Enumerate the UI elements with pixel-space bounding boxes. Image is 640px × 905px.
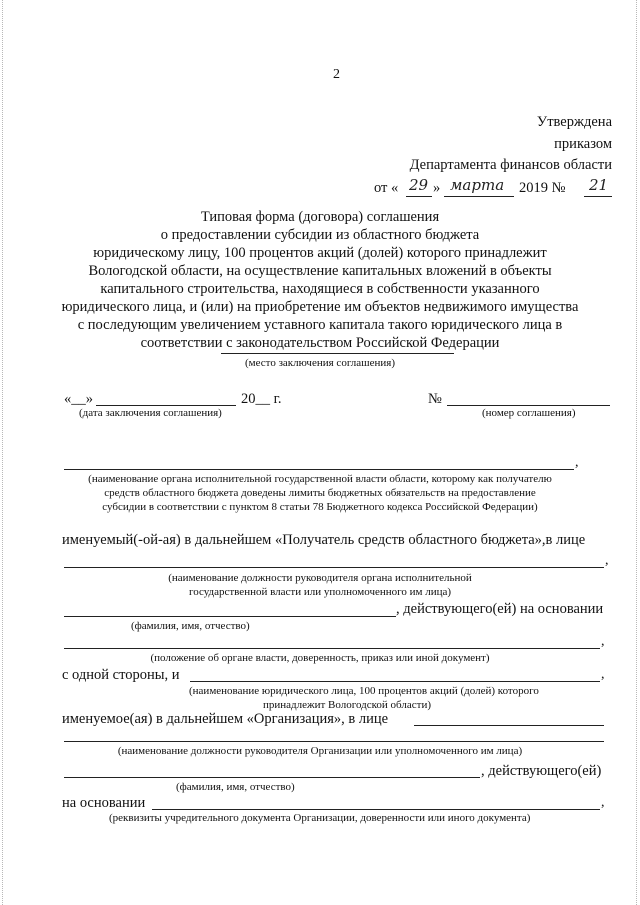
approval-day-underline [406,196,432,197]
title-line: капитального строительства, находящиеся в собственности указанного [100,281,540,297]
date-caption: (дата заключения соглашения) [79,407,222,419]
one-side-label: с одной стороны, и [62,667,180,683]
date-open: «__» [64,391,93,407]
basis-caption: (положение об органе власти, доверенность, приказ или иной документ) [150,652,490,664]
title-line: с последующим увеличением уставного капитала такого юридического лица в [77,317,563,333]
approval-number-handwritten: 21 [589,176,609,194]
approval-line-3: Департамента финансов области [409,157,612,173]
acting-basis-label-1: , действующего(ей) на основании [396,601,604,617]
fio-caption-1: (фамилия, имя, отчество) [131,620,250,632]
legal-caption-line: (наименование юридического лица, 100 процентов акций (долей) которого [189,685,539,697]
organ-caption-line: средств областного бюджета доведены лимиты бюджетных обязательств на предоставление [104,487,536,499]
title-line: соответствии с законодательством Российской Федерации [140,335,500,351]
organization-line: именуемое(ая) в дальнейшем «Организация», в лице [62,711,389,727]
approval-quote-close: » [433,180,441,196]
comma: , [605,553,609,568]
title-line: о предоставлении субсидии из областного бюджета [160,227,480,243]
title-line: юридическому лицу, 100 процентов акций (долей) которого принадлежит [93,245,547,261]
page-number: 2 [333,67,340,82]
comma: , [575,455,579,470]
organ-caption-line: (наименование органа исполнительной государственной власти области, которому как получателю [88,473,552,485]
requisites-caption: (реквизиты учредительного документа Организации, доверенности или иного документа) [109,812,531,824]
fio-caption-2: (фамилия, имя, отчество) [176,781,295,793]
scan-margin-right [636,0,637,905]
legal-entity-field-line [190,681,600,682]
number-field-line [447,405,610,406]
approval-line-1: Утверждена [536,114,612,130]
position-caption-line: государственной власти или уполномоченного им лица) [188,586,452,598]
recipient-position-field-line [64,567,604,568]
title-line: Вологодской области, на осуществление капитальных вложений в объекты [88,263,552,279]
organization-head-field-line-2 [64,741,604,742]
org-position-caption: (наименование должности руководителя Организации или уполномоченного им лица) [117,745,523,757]
comma: , [601,667,605,682]
place-caption: (место заключения соглашения) [245,357,395,369]
organ-caption-line: субсидии в соответствии с пунктом 8 статьи 78 Бюджетного кодекса Российской Федерации) [102,501,538,513]
organ-field-line [64,469,574,470]
approval-year: 2019 № [519,180,566,196]
organization-head-field-line [414,725,604,726]
number-sign: № [428,391,442,407]
fio-field-line-2 [64,777,480,778]
place-field-line [221,353,454,354]
fio-field-line-1 [64,616,396,617]
approval-day-handwritten: 29 [409,176,429,194]
legal-caption-line: принадлежит Вологодской области) [263,699,431,711]
approval-line-2: приказом [554,136,612,152]
comma: , [601,634,605,649]
position-caption-line: (наименование должности руководителя органа исполнительной [168,572,472,584]
approval-month-underline [444,196,514,197]
title-line: юридического лица, и (или) на приобретение им объектов недвижимого имущества [61,299,579,315]
requisites-field-line [152,809,600,810]
basis-field-line [64,648,600,649]
year-label: 20__ г. [241,391,282,407]
scan-margin-left [2,0,3,905]
approval-date-prefix: от « [374,180,399,196]
recipient-line: именуемый(-ой-ая) в дальнейшем «Получатель средств областного бюджета»,в лице [62,532,586,548]
number-caption: (номер соглашения) [482,407,576,419]
basis-label: на основании [62,795,146,811]
approval-number-underline [584,196,612,197]
approval-month-handwritten: марта [450,176,505,194]
date-field-line [96,405,236,406]
title-line: Типовая форма (договора) соглашения [200,209,440,225]
acting-label-2: , действующего(ей) [481,763,602,779]
comma: , [601,795,605,810]
